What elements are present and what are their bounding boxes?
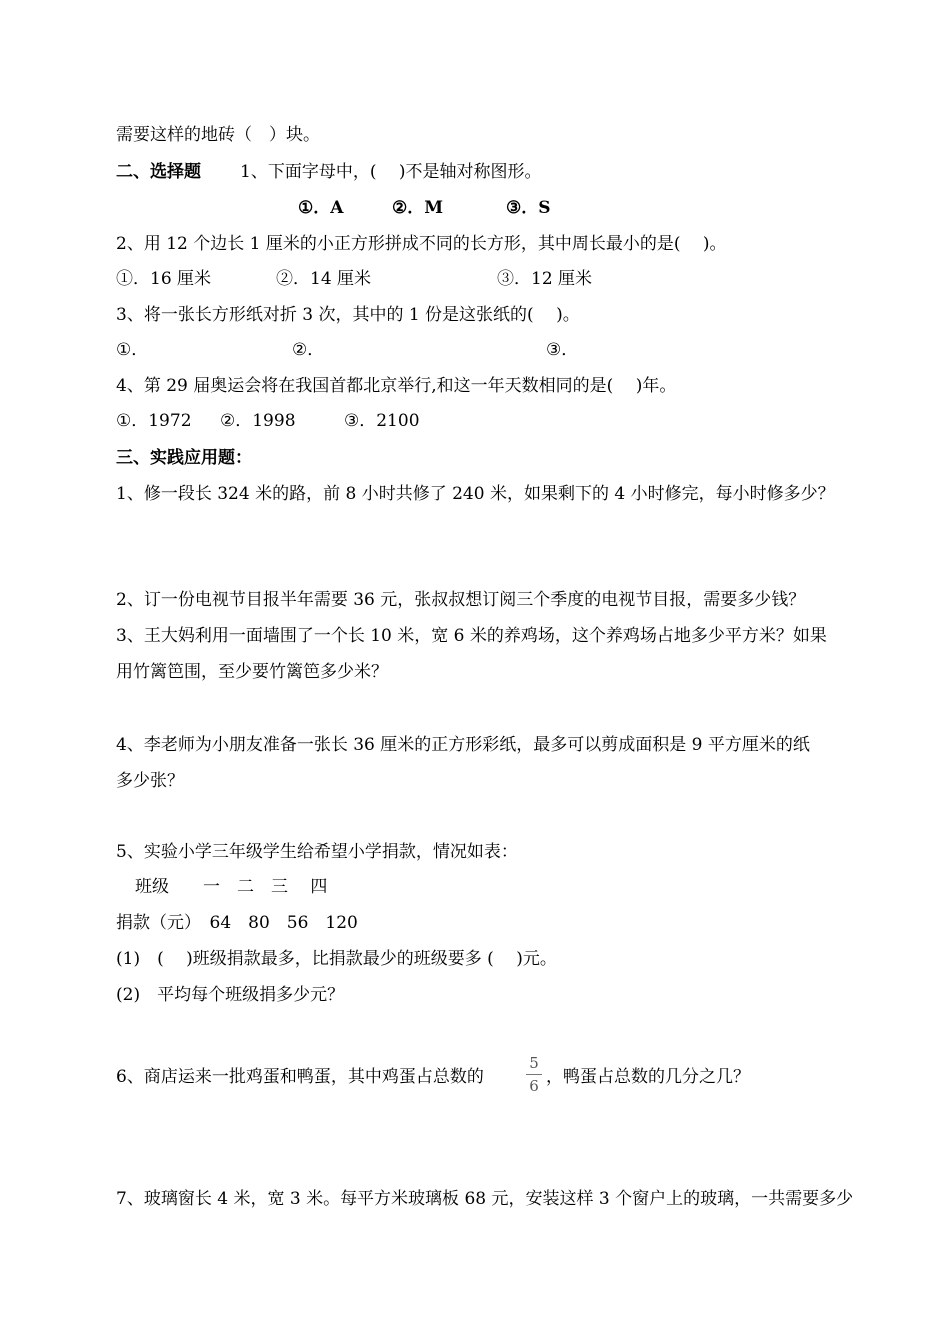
question-3-2: 2、订一份电视节目报半年需要 36 元，张叔叔想订阅三个季度的电视节目报，需要多少钱？ (116, 590, 806, 610)
option-2-2-a: ①．16 厘米 (116, 269, 212, 289)
question-3-3-line-1: 3、王大妈利用一面墙围了一个长 10 米，宽 6 米的养鸡场，这个养鸡场占地多少平方米？如果 (116, 626, 827, 646)
question-3-6-part-1: 6、商店运来一批鸡蛋和鸭蛋，其中鸡蛋占总数的 (116, 1067, 484, 1087)
donation-table-value-row: 捐款（元） 64 80 56 120 (116, 913, 358, 933)
question-2-1: 1、下面字母中，( )不是轴对称图形。 (240, 162, 542, 182)
donation-table-header-row: 班级 一 二 三 四 (135, 877, 328, 897)
question-3-3-line-2: 用竹篱笆围，至少要竹篱笆多少米？ (116, 662, 388, 682)
question-3-7: 7、玻璃窗长 4 米，宽 3 米。每平方米玻璃板 68 元，安装这样 3 个窗户上的玻璃，一共需要多少 (116, 1189, 854, 1209)
fraction-numerator: 5 (529, 1054, 539, 1072)
carryover-line: 需要这样的地砖（ ）块。 (116, 125, 320, 145)
question-3-1: 1、修一段长 324 米的路，前 8 小时共修了 240 米，如果剩下的 4 小时修完，每小时修多少？ (116, 484, 835, 504)
section-3-heading: 三、实践应用题： (116, 448, 252, 468)
fraction-five-sixths (526, 1054, 542, 1095)
option-2-4-a: ①．1972 (116, 411, 192, 431)
option-2-1-a: ①．A (298, 198, 344, 218)
question-3-4-line-2: 多少张？ (116, 771, 184, 791)
option-2-2-c: ③．12 厘米 (497, 269, 593, 289)
question-2-4: 4、第 29 届奥运会将在我国首都北京举行,和这一年天数相同的是( )年。 (116, 376, 677, 396)
option-2-3-b: ②． (292, 340, 325, 360)
fraction-denominator: 6 (529, 1077, 539, 1095)
option-2-3-a: ①． (116, 340, 149, 360)
question-2-3: 3、将一张长方形纸对折 3 次，其中的 1 份是这张纸的( )。 (116, 305, 580, 325)
question-3-6-part-2: ，鸭蛋占总数的几分之几？ (546, 1067, 750, 1087)
option-2-1-c: ③．S (506, 198, 551, 218)
question-2-2: 2、用 12 个边长 1 厘米的小正方形拼成不同的长方形，其中周长最小的是( )。 (116, 234, 727, 254)
option-2-4-c: ③．2100 (344, 411, 420, 431)
question-3-5: 5、实验小学三年级学生给希望小学捐款，情况如表： (116, 842, 518, 862)
option-2-4-b: ②．1998 (220, 411, 296, 431)
section-2-heading: 二、选择题 (116, 162, 201, 182)
question-3-5-sub-1: (1) ( )班级捐款最多，比捐款最少的班级要多 ( )元。 (116, 949, 557, 969)
question-3-5-sub-2: (2) 平均每个班级捐多少元？ (116, 985, 345, 1005)
fraction-bar (526, 1074, 542, 1075)
option-2-3-c: ③． (546, 340, 579, 360)
option-2-1-b: ②．M (392, 198, 444, 218)
question-3-4-line-1: 4、李老师为小朋友准备一张长 36 厘米的正方形彩纸，最多可以剪成面积是 9 平方厘米的纸 (116, 735, 810, 755)
option-2-2-b: ②．14 厘米 (276, 269, 372, 289)
